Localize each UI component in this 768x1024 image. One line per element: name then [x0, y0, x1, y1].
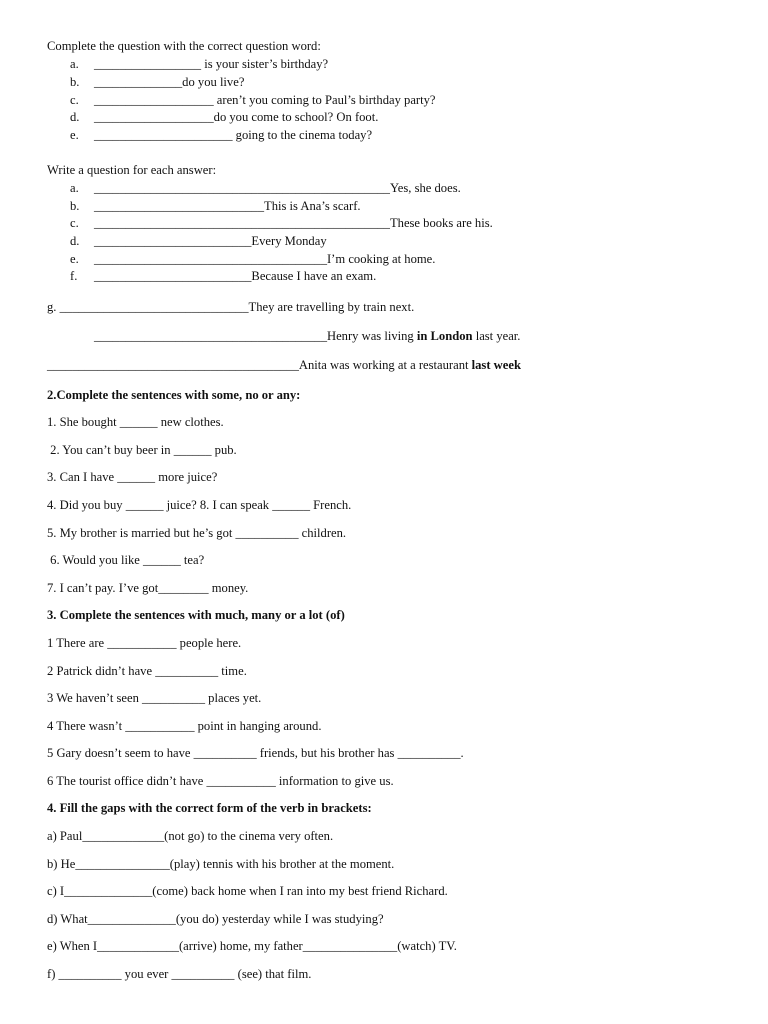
item-label: a.: [70, 181, 79, 195]
fill-in-item-g: g. ______________________________They are travelling by train next.: [47, 300, 415, 314]
item-label: b.: [70, 199, 80, 213]
fill-in-item: ___________________________This is Ana’s scarf.: [94, 199, 361, 213]
fill-in-item: 5 Gary doesn’t seem to have __________ friends, but his brother has __________.: [47, 746, 464, 760]
answer-blank: ________________________________________: [47, 358, 299, 372]
item-label: e.: [70, 128, 79, 142]
fill-in-item: 3 We haven’t seen __________ places yet.: [47, 691, 262, 705]
fill-in-item-anita: [47, 358, 521, 373]
section1-heading: Complete the question with the correct question word:: [47, 39, 321, 53]
fill-in-item: 1 There are ___________ people here.: [47, 636, 242, 650]
fill-in-item: f) __________ you ever __________ (see) that film.: [47, 967, 312, 981]
bold-emphasis: in London: [416, 329, 473, 343]
fill-in-item: e) When I_____________(arrive) home, my father_______________(watch) TV.: [47, 939, 457, 953]
fill-in-item-henry: [94, 329, 520, 344]
fill-in-item: a) Paul_____________(not go) to the cinema very often.: [47, 829, 334, 843]
answer-text-end: last year.: [472, 329, 521, 343]
fill-in-item: _______________________________________________Yes, she does.: [94, 181, 461, 195]
fill-in-item: ______________do you live?: [94, 75, 245, 89]
item-label: e.: [70, 252, 79, 266]
item-label: f.: [70, 269, 78, 283]
fill-in-item: 7. I can’t pay. I’ve got________ money.: [47, 581, 249, 595]
section5-heading: 4. Fill the gaps with the correct form of the verb in brackets:: [47, 801, 372, 815]
answer-blank: _____________________________________: [94, 329, 327, 343]
bold-emphasis: last week: [471, 358, 521, 372]
item-label: c.: [70, 216, 79, 230]
answer-text: Henry was living: [326, 329, 417, 343]
fill-in-item: 6. Would you like ______ tea?: [47, 553, 205, 567]
fill-in-item: _________________________Every Monday: [94, 234, 327, 248]
fill-in-item: ______________________ going to the cinema today?: [94, 128, 373, 142]
fill-in-item: ___________________ aren’t you coming to Paul’s birthday party?: [94, 93, 436, 107]
fill-in-item: 4. Did you buy ______ juice? 8. I can speak ______ French.: [47, 498, 352, 512]
section2-heading: Write a question for each answer:: [47, 163, 217, 177]
fill-in-item: 3. Can I have ______ more juice?: [47, 470, 218, 484]
fill-in-item: 2. You can’t buy beer in ______ pub.: [47, 443, 237, 457]
item-label: c.: [70, 93, 79, 107]
fill-in-item: ___________________do you come to school? On foot.: [94, 110, 379, 124]
answer-text: Anita was working at a restaurant: [298, 358, 472, 372]
fill-in-item: _________________________Because I have an exam.: [94, 269, 377, 283]
item-label: b.: [70, 75, 80, 89]
fill-in-item: 4 There wasn’t ___________ point in hanging around.: [47, 719, 322, 733]
item-label: a.: [70, 57, 79, 71]
section4-heading: 3. Complete the sentences with much, many or a lot (of): [47, 608, 345, 622]
fill-in-item: _____________________________________I’m cooking at home.: [94, 252, 436, 266]
fill-in-item: c) I______________(come) back home when I ran into my best friend Richard.: [47, 884, 448, 898]
item-label: d.: [70, 110, 80, 124]
fill-in-item: d) What______________(you do) yesterday while I was studying?: [47, 912, 384, 926]
fill-in-item: 6 The tourist office didn’t have ___________ information to give us.: [47, 774, 394, 788]
fill-in-item: b) He_______________(play) tennis with his brother at the moment.: [47, 857, 395, 871]
fill-in-item: _______________________________________________These books are his.: [94, 216, 493, 230]
fill-in-item: 1. She bought ______ new clothes.: [47, 415, 224, 429]
section3-heading: 2.Complete the sentences with some, no or any:: [47, 388, 301, 402]
item-label: d.: [70, 234, 80, 248]
fill-in-item: _________________ is your sister’s birthday?: [94, 57, 329, 71]
fill-in-item: 2 Patrick didn’t have __________ time.: [47, 664, 247, 678]
fill-in-item: 5. My brother is married but he’s got __________ children.: [47, 526, 347, 540]
